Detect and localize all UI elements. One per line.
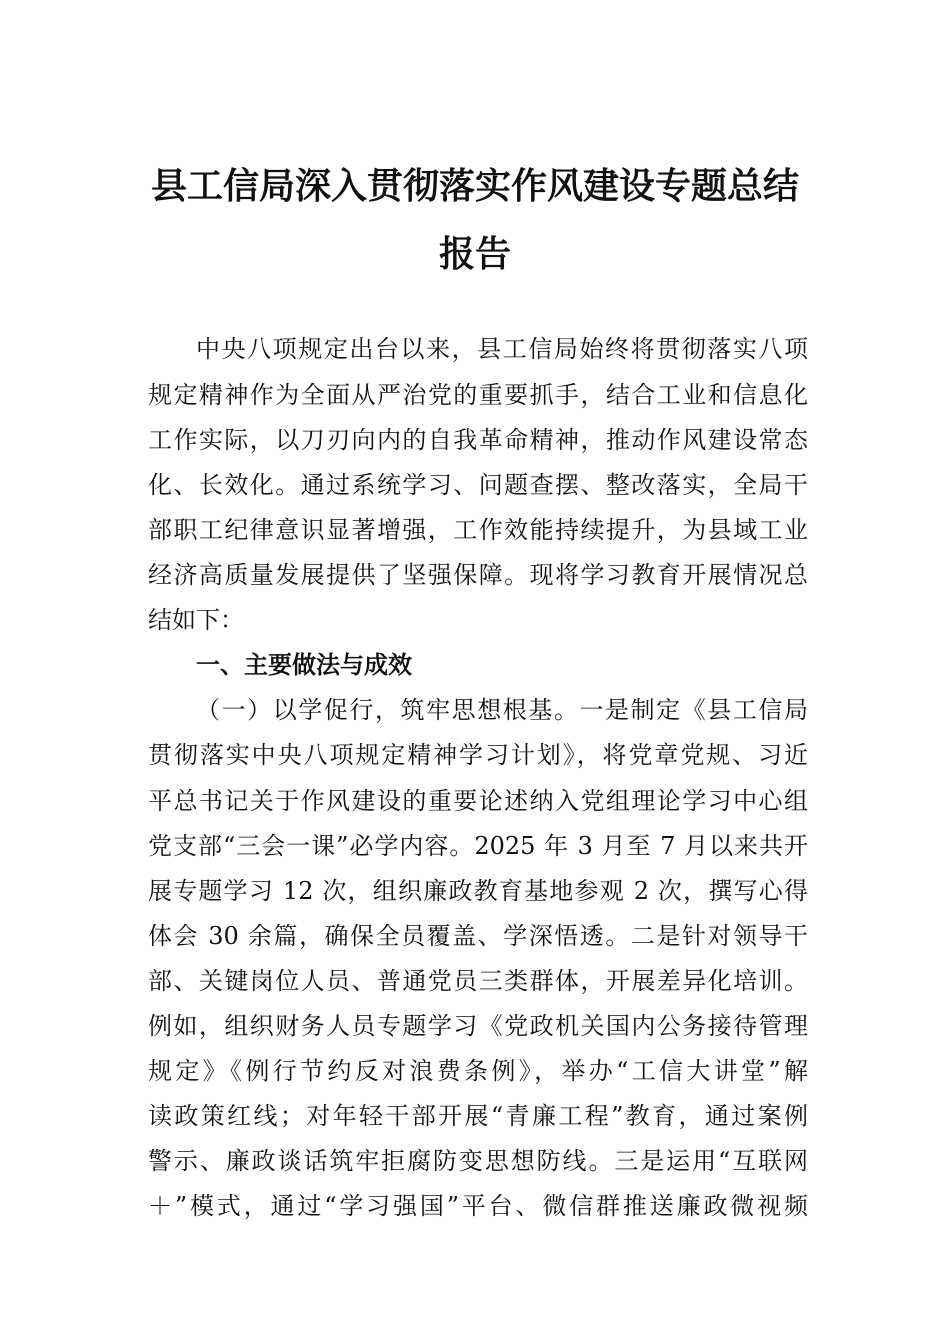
paragraph-line: 经济高质量发展提供了坚强保障。现将学习教育开展情况总 [148,561,808,589]
paragraph-line: 部职工纪律意识显著增强，工作效能持续提升，为县域工业 [148,516,808,544]
paragraph-line: 化、长效化。通过系统学习、问题查摆、整改落实，全局干 [148,471,808,499]
paragraph-line: 结如下： [148,606,244,634]
section-heading: 一、主要做法与成效 [196,651,412,679]
paragraph-line: 党支部“三会一课”必学内容。2025 年 3 月至 7 月以来共开 [148,832,808,860]
paragraph-line: 警示、廉政谈话筑牢拒腐防变思想防线。三是运用“互联网 [148,1147,808,1175]
paragraph-line: 读政策红线；对年轻干部开展“青廉工程”教育，通过案例 [148,1102,808,1130]
paragraph-line: 中央八项规定出台以来，县工信局始终将贯彻落实八项 [196,335,808,363]
document-title-line-1: 县工信局深入贯彻落实作风建设专题总结 [150,165,799,207]
paragraph-line: 贯彻落实中央八项规定精神学习计划》，将党章党规、习近 [148,741,808,769]
paragraph-line: ＋”模式，通过“学习强国”平台、微信群推送廉政微视频 [148,1192,808,1220]
paragraph-line: （一）以学促行，筑牢思想根基。一是制定《县工信局 [196,696,808,724]
paragraph-line: 规定》《例行节约反对浪费条例》，举办“工信大讲堂”解 [148,1057,808,1085]
paragraph-line: 展专题学习 12 次，组织廉政教育基地参观 2 次，撰写心得 [148,877,808,905]
document-title-line-2: 报告 [438,233,511,275]
paragraph-line: 体会 30 余篇，确保全员覆盖、学深悟透。二是针对领导干 [148,922,808,950]
paragraph-line: 规定精神作为全面从严治党的重要抓手，结合工业和信息化 [148,381,808,409]
paragraph-line: 工作实际，以刀刃向内的自我革命精神，推动作风建设常态 [148,426,808,454]
paragraph-line: 例如，组织财务人员专题学习《党政机关国内公务接待管理 [148,1012,808,1040]
paragraph-line: 平总书记关于作风建设的重要论述纳入党组理论学习中心组 [148,787,808,815]
paragraph-line: 部、关键岗位人员、普通党员三类群体，开展差异化培训。 [148,967,808,995]
